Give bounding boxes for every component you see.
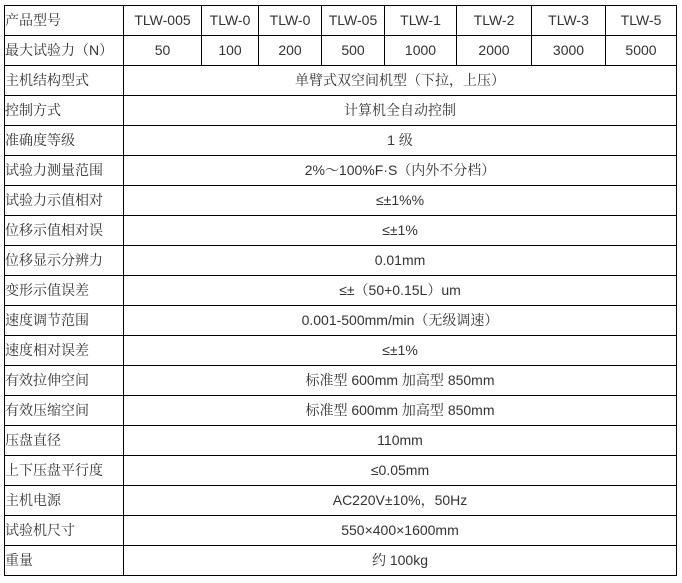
force-cell: 100 — [202, 36, 259, 66]
row-value: 2%～100%F·S（内外不分档） — [124, 156, 677, 186]
row-value: 550×400×1600mm — [124, 516, 677, 546]
table-row-model — [5, 6, 677, 36]
row-label: 产品型号 — [5, 6, 124, 36]
table-row — [5, 426, 677, 456]
row-value: 标准型 600mm 加高型 850mm — [124, 366, 677, 396]
row-label: 速度相对误差 — [5, 336, 124, 366]
row-label: 有效压缩空间 — [5, 396, 124, 426]
row-value: 1 级 — [124, 126, 677, 156]
row-value: 0.001-500mm/min（无级调速） — [124, 306, 677, 336]
row-value: ≤±（50+0.15L）um — [124, 276, 677, 306]
row-value: 计算机全自动控制 — [124, 96, 677, 126]
row-label: 重量 — [5, 546, 124, 576]
table-row — [5, 126, 677, 156]
model-cell: TLW-0 — [202, 6, 259, 36]
model-cell: TLW-3 — [532, 6, 606, 36]
row-value: ≤±1%% — [124, 186, 677, 216]
table-row — [5, 486, 677, 516]
row-value: ≤±1% — [124, 216, 677, 246]
table-row — [5, 216, 677, 246]
model-cell: TLW-005 — [124, 6, 202, 36]
force-cell: 5000 — [606, 36, 677, 66]
row-label: 试验机尺寸 — [5, 516, 124, 546]
row-label: 主机结构型式 — [5, 66, 124, 96]
row-label: 有效拉伸空间 — [5, 366, 124, 396]
model-cell: TLW-2 — [457, 6, 532, 36]
row-value: 0.01mm — [124, 246, 677, 276]
row-label: 控制方式 — [5, 96, 124, 126]
row-label: 最大试验力（N） — [5, 36, 124, 66]
table-row — [5, 546, 677, 576]
row-label: 准确度等级 — [5, 126, 124, 156]
table-row — [5, 66, 677, 96]
row-value: 110mm — [124, 426, 677, 456]
row-label: 主机电源 — [5, 486, 124, 516]
row-value: 标准型 600mm 加高型 850mm — [124, 396, 677, 426]
model-cell: TLW-1 — [385, 6, 457, 36]
table-row — [5, 516, 677, 546]
force-cell: 500 — [322, 36, 385, 66]
row-value: ≤±1% — [124, 336, 677, 366]
table-row — [5, 396, 677, 426]
force-cell: 2000 — [457, 36, 532, 66]
row-label: 位移示值相对误 — [5, 216, 124, 246]
row-value: AC220V±10%，50Hz — [124, 486, 677, 516]
row-label: 上下压盘平行度 — [5, 456, 124, 486]
row-value: 单臂式双空间机型（下拉，上压） — [124, 66, 677, 96]
row-label: 变形示值误差 — [5, 276, 124, 306]
model-cell: TLW-5 — [606, 6, 677, 36]
table-row — [5, 276, 677, 306]
table-row — [5, 96, 677, 126]
row-label: 位移显示分辨力 — [5, 246, 124, 276]
table-row — [5, 366, 677, 396]
table-row — [5, 156, 677, 186]
spec-table — [4, 5, 677, 576]
model-cell: TLW-05 — [322, 6, 385, 36]
force-cell: 200 — [259, 36, 322, 66]
row-value: ≤0.05mm — [124, 456, 677, 486]
force-cell: 3000 — [532, 36, 606, 66]
table-row — [5, 336, 677, 366]
table-row-max-force — [5, 36, 677, 66]
row-label: 试验力示值相对 — [5, 186, 124, 216]
row-label: 速度调节范围 — [5, 306, 124, 336]
model-cell: TLW-0 — [259, 6, 322, 36]
row-label: 压盘直径 — [5, 426, 124, 456]
table-row — [5, 306, 677, 336]
table-row — [5, 186, 677, 216]
row-value: 约 100kg — [124, 546, 677, 576]
row-label: 试验力测量范围 — [5, 156, 124, 186]
table-row — [5, 456, 677, 486]
force-cell: 1000 — [385, 36, 457, 66]
force-cell: 50 — [124, 36, 202, 66]
table-row — [5, 246, 677, 276]
